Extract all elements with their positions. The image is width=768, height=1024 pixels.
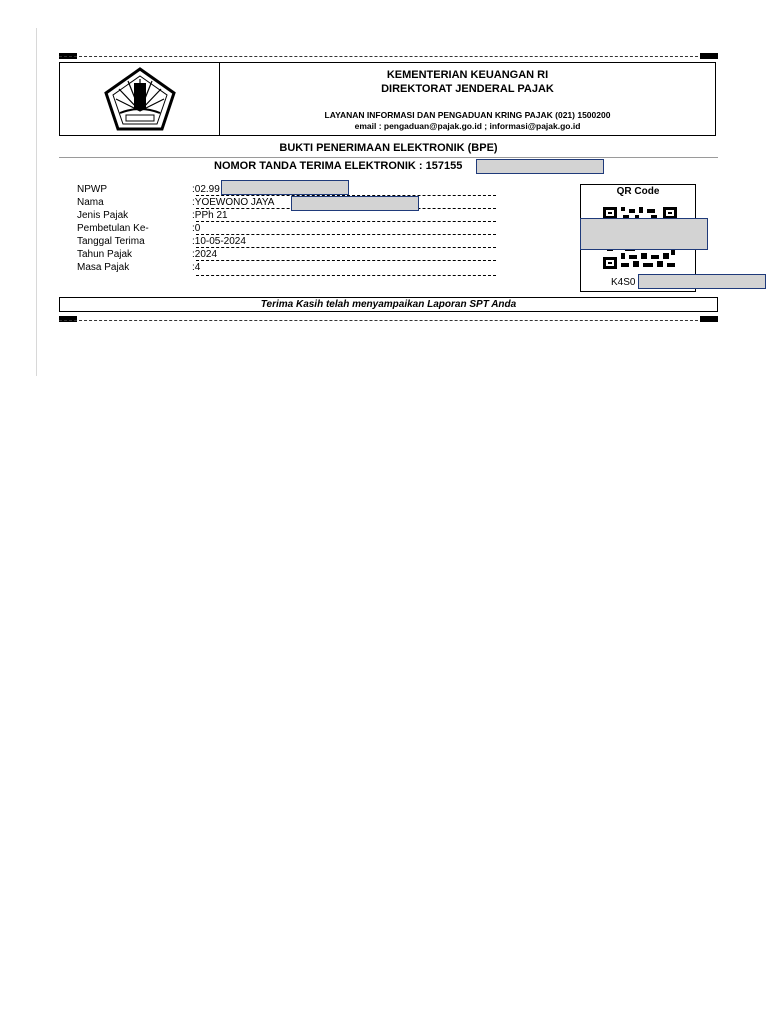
service-line: LAYANAN INFORMASI DAN PENGADUAN KRING PAJAK (021) 1500200 <box>324 110 611 120</box>
field-dash-tanggal-terima <box>196 247 496 248</box>
npwp-redaction <box>221 180 349 195</box>
directorate-name: DIREKTORAT JENDERAL PAJAK <box>381 83 554 95</box>
receipt-number-line <box>214 160 462 172</box>
top-border-right-block <box>700 53 718 59</box>
bottom-border-right-block <box>700 316 718 322</box>
field-label-jenis-pajak: Jenis Pajak <box>77 210 129 221</box>
field-dash-masa-pajak <box>196 275 496 276</box>
field-label-tahun-pajak: Tahun Pajak <box>77 249 133 260</box>
field-label-masa-pajak: Masa Pajak <box>77 262 130 273</box>
ministry-emblem-icon <box>104 67 176 131</box>
qr-title: QR Code <box>616 186 660 197</box>
receipt-number-redaction <box>476 159 604 174</box>
logo-cell <box>60 63 220 135</box>
receipt-label: NOMOR TANDA TERIMA ELEKTRONIK : <box>214 160 426 172</box>
field-value-tanggal-terima: :10-05-2024 <box>192 236 246 247</box>
field-label-nama: Nama <box>77 197 104 208</box>
field-value-pembetulan: :0 <box>192 223 201 234</box>
qr-id: K4S0 <box>611 277 636 288</box>
field-label-npwp: NPWP <box>77 184 107 195</box>
bottom-border-line <box>59 320 718 321</box>
field-value-nama: :YOEWONO JAYA <box>192 197 275 208</box>
title-rule <box>59 157 718 158</box>
header-box <box>59 62 716 136</box>
document-title: BUKTI PENERIMAAN ELEKTRONIK (BPE) <box>279 142 498 154</box>
field-value-jenis-pajak: :PPh 21 <box>192 210 228 221</box>
field-value-masa-pajak: :4 <box>192 262 201 273</box>
top-border-line <box>59 56 718 57</box>
thanks-message: Terima Kasih telah menyampaikan Laporan SPT Anda <box>59 297 718 312</box>
qr-id-redaction <box>638 274 766 289</box>
field-dash-tahun-pajak <box>196 260 496 261</box>
qr-code-redaction <box>580 218 708 250</box>
receipt-number: 157155 <box>425 160 463 172</box>
field-label-tanggal-terima: Tanggal Terima <box>77 236 145 247</box>
page-edge <box>36 28 37 376</box>
ministry-name: KEMENTERIAN KEUANGAN RI <box>386 69 549 81</box>
email-line: email : pengaduan@pajak.go.id ; informasi@pajak.go.id <box>354 121 581 131</box>
field-label-pembetulan: Pembetulan Ke- <box>77 223 149 234</box>
field-value-tahun-pajak: :2024 <box>192 249 218 260</box>
nama-redaction <box>291 196 419 211</box>
field-dash-jenis-pajak <box>196 221 496 222</box>
field-value-npwp: :02.99 <box>192 184 220 195</box>
field-dash-pembetulan <box>196 234 496 235</box>
bottom-border-left-block <box>59 316 77 322</box>
